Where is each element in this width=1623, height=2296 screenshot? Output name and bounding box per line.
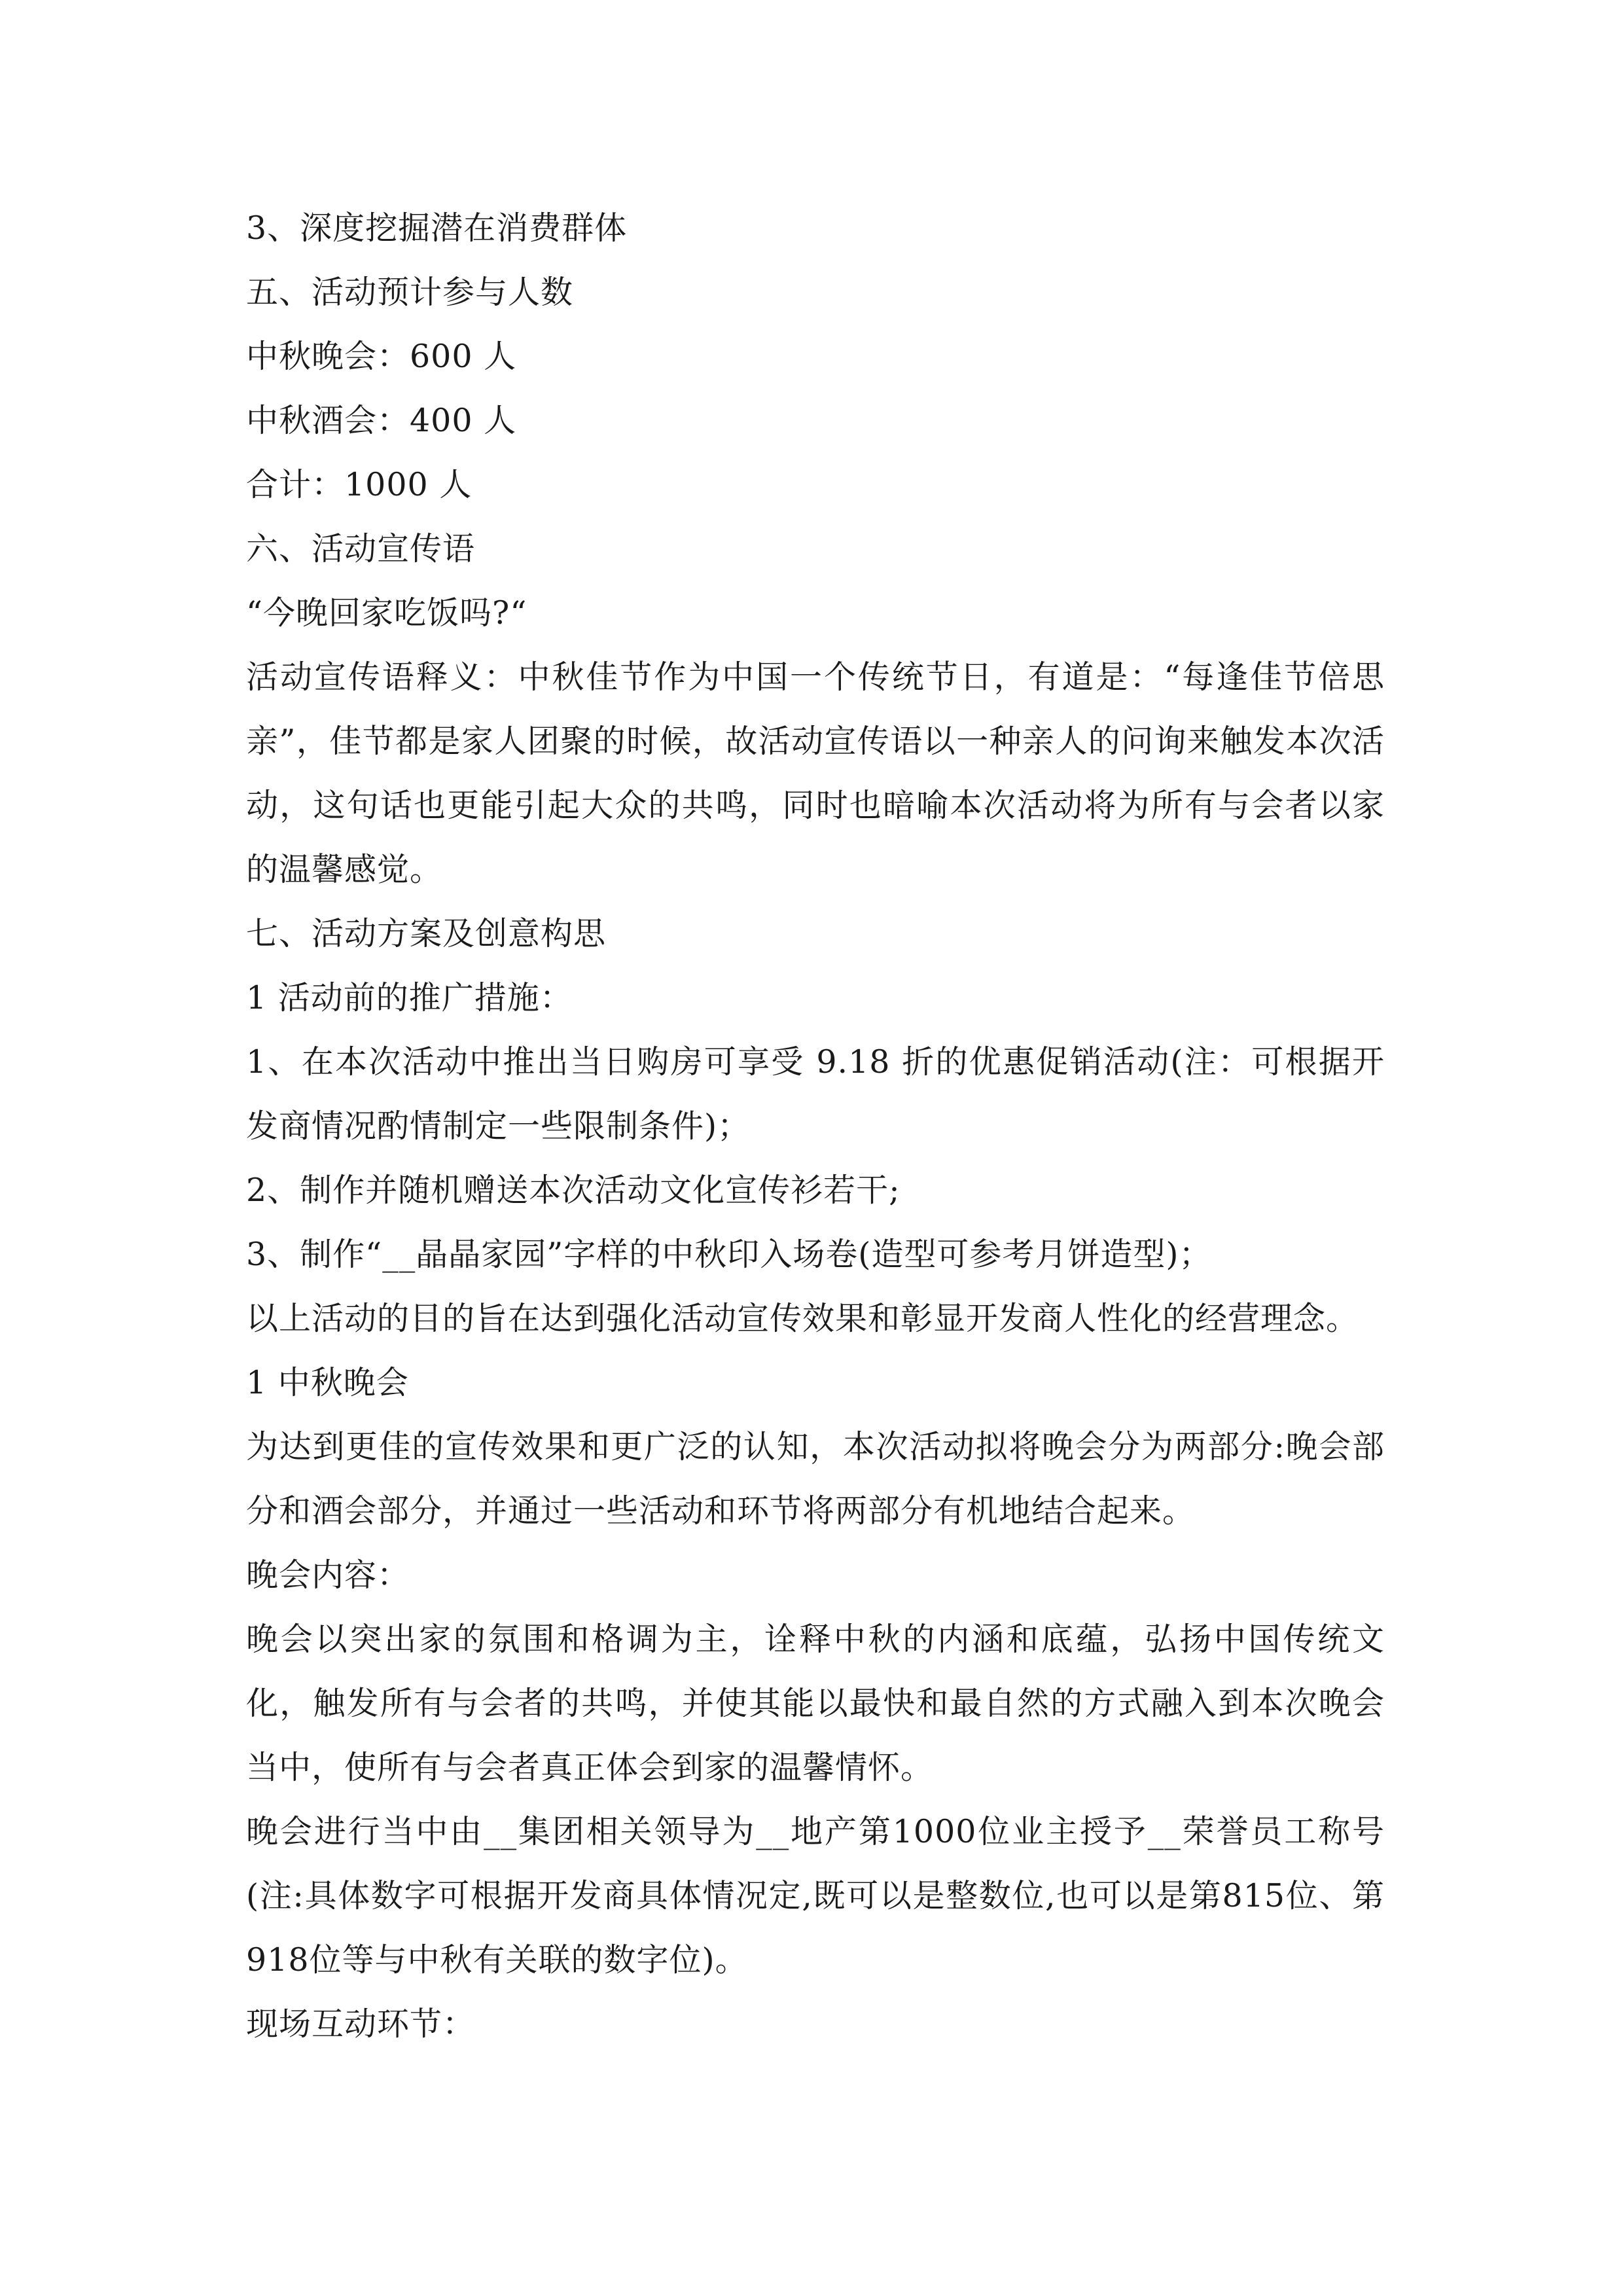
promotion-item-2: 2、制作并随机赠送本次活动文化宣传衫若干; xyxy=(246,1172,901,1209)
gala-description: 为达到更佳的宣传效果和更广泛的认知，本次活动拟将晚会分为两部分:晚会部分和酒会部分，并通过一些活动和环节将两部分有机地结合起来。 xyxy=(246,1428,1385,1530)
subheading-interaction: 现场互动环节： xyxy=(246,2005,476,2043)
subheading-gala: 1 中秋晚会 xyxy=(246,1364,409,1401)
gala-award-text: 晚会进行当中由__集团相关领导为__地产第1000位业主授予__荣誉员工称号(注:具体数字可根据开发商具体情况定,既可以是整数位,也可以是第815位、第918位等与中秋有关联的数字位)。 xyxy=(246,1813,1385,1979)
slogan-explanation: 活动宣传语释义：中秋佳节作为中国一个传统节日，有道是：“每逢佳节倍思亲”，佳节都是家人团聚的时候，故活动宣传语以一种亲人的问询来触发本次活动，这句话也更能引起大众的共鸣，同时也暗喻本次活动将为所有与会者以家的温馨感觉。 xyxy=(246,658,1385,888)
promotion-item-1: 1、在本次活动中推出当日购房可享受 9.18 折的优惠促销活动(注：可根据开发商情况酌情制定一些限制条件)； xyxy=(246,1043,1385,1145)
subheading-promotion: 1 活动前的推广措施： xyxy=(246,979,573,1016)
promotion-purpose: 以上活动的目的旨在达到强化活动宣传效果和彰显开发商人性化的经营理念。 xyxy=(246,1300,1359,1337)
section-heading-participants: 五、活动预计参与人数 xyxy=(246,274,574,311)
promotion-item-3: 3、制作“__晶晶家园”字样的中秋印入场卷(造型可参考月饼造型)； xyxy=(246,1236,1212,1273)
list-item-deep-mining: 3、深度挖掘潜在消费群体 xyxy=(246,209,628,247)
gala-content-text: 晚会以突出家的氛围和格调为主，诠释中秋的内涵和底蕴，弘扬中国传统文化，触发所有与会者的共鸣，并使其能以最快和最自然的方式融入到本次晚会当中，使所有与会者真正体会到家的温馨情怀。 xyxy=(246,1621,1385,1786)
participants-total: 合计：1000 人 xyxy=(246,466,473,503)
section-heading-slogan: 六、活动宣传语 xyxy=(246,530,476,567)
section-heading-plan: 七、活动方案及创意构思 xyxy=(246,915,607,952)
participants-gala: 中秋晚会：600 人 xyxy=(246,338,517,375)
document-body xyxy=(246,196,1385,2056)
subheading-gala-content: 晚会内容： xyxy=(246,1556,410,1594)
slogan-text: “今晚回家吃饭吗?“ xyxy=(246,594,527,632)
participants-reception: 中秋酒会：400 人 xyxy=(246,402,517,439)
